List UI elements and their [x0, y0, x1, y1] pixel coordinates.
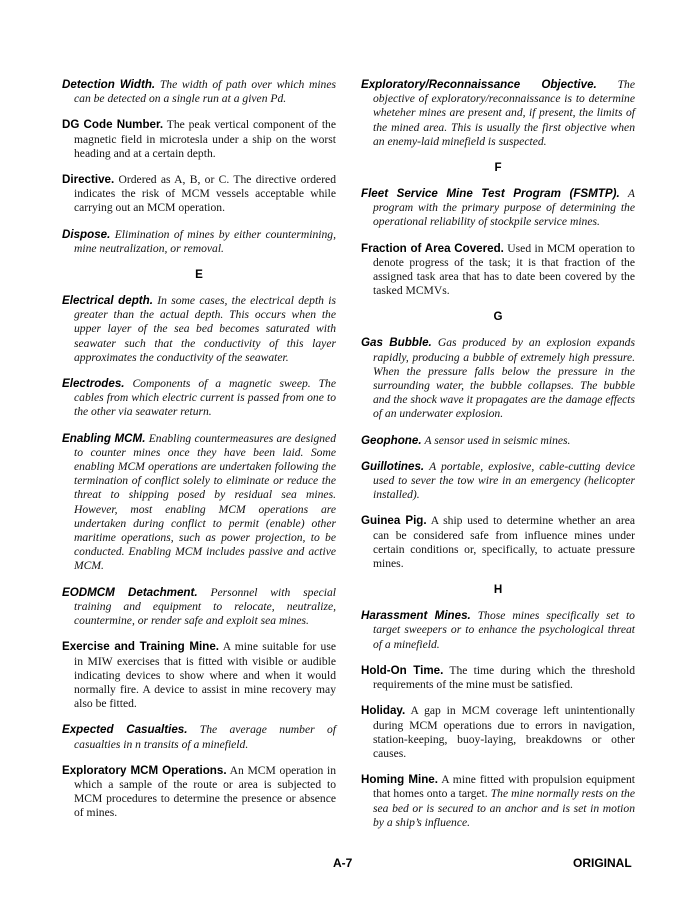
glossary-term: Electrical depth.: [62, 294, 153, 308]
glossary-definition: A sensor used in seismic mines.: [424, 433, 571, 447]
entry-paragraph: [62, 118, 336, 161]
glossary-term: Directive.: [62, 173, 115, 187]
entry-paragraph: [62, 78, 336, 106]
glossary-entry: [361, 514, 635, 571]
glossary-entry: [62, 228, 336, 256]
entry-paragraph: [361, 78, 635, 149]
glossary-entry: [361, 242, 635, 299]
glossary-entry: [361, 609, 635, 652]
entry-paragraph: [62, 640, 336, 711]
entry-paragraph: [62, 586, 336, 629]
glossary-entry: [361, 187, 635, 230]
entry-paragraph: [361, 336, 635, 421]
glossary-definition: A ship used to determine whether an area can be considered safe from influence mines under certain conditions or, specifically, to actuate pressure mines.: [373, 514, 636, 571]
glossary-term: EODMCM Detachment.: [62, 585, 198, 599]
glossary-definition: Elimination of mines by either countermining, mine neutralization, or removal.: [74, 227, 336, 255]
glossary-term: Geophone.: [361, 433, 422, 447]
glossary-term: Exploratory/Reconnaissance Objective.: [361, 78, 597, 91]
glossary-definition: Personnel with special training and equipment to relocate, neutralize, countermine, or render safe and exploit sea mines.: [74, 585, 336, 628]
entry-paragraph: [361, 460, 635, 503]
entry-paragraph: [62, 764, 336, 821]
page-number: A-7: [333, 856, 353, 870]
glossary-term: Guillotines.: [361, 459, 425, 473]
glossary-term: Gas Bubble.: [361, 336, 432, 350]
glossary-entry: [62, 764, 336, 821]
entry-paragraph: [361, 434, 635, 448]
glossary-definition: A portable, explosive, cable-cutting device used to sever the tow wire in an emergency (helicopter installed).: [373, 459, 635, 502]
entry-paragraph: [62, 173, 336, 216]
glossary-definition: The objective of exploratory/reconnaissance is to determine wheteher mines are present and, if present, the limits of the mined area. This is usually the first objective when an enemy-laid minefield is suspected.: [373, 78, 635, 148]
glossary-entry: [361, 460, 635, 503]
glossary-term: Hold-On Time.: [361, 663, 444, 677]
glossary-entry: [62, 723, 336, 751]
glossary-definition: A gap in MCM coverage left unintentionally during MCM operations due to errors in navigation, station-keeping, buoy-laying, breakdowns or other causes.: [373, 704, 635, 760]
glossary-term: Exercise and Training Mine.: [62, 640, 220, 654]
entry-paragraph: [62, 377, 336, 420]
entry-paragraph: [361, 609, 635, 652]
section-letter: H: [493, 583, 503, 597]
entry-paragraph: [361, 704, 635, 761]
glossary-definition: Enabling countermeasures are designed to counter mines once they have been laid. Some enabling MCM operations are undertaken following the termination of conflict solely to eliminate or reduce the threat to shipping posed by residual sea mines. However, most enabling MCM operations are undertaken during conflict to permit (enable) other maritime operations, such as power projection, to be conducted. Enabling MCM includes passive and active MCM.: [74, 431, 336, 573]
glossary-entry: [62, 78, 336, 106]
glossary-term: Holiday.: [361, 704, 406, 718]
entry-paragraph: [361, 664, 635, 692]
glossary-term: Expected Casualties.: [62, 723, 188, 737]
glossary-definition: Gas produced by an explosion expands rapidly, producing a bubble of extremely high pressure. When the pressure falls below the pressure in the surrounding water, the bubble collapses. The bubble and the shock wave it propagates are the damage effects of an underwater explosion.: [373, 336, 635, 421]
glossary-entry: [361, 336, 635, 421]
glossary-entry: [361, 434, 635, 448]
glossary-term: Dispose.: [62, 227, 111, 241]
entry-paragraph: [62, 723, 336, 751]
entry-paragraph: [62, 294, 336, 365]
document-status: ORIGINAL: [573, 856, 632, 870]
glossary-definition: The time during which the threshold requirements of the mine must be satisfied.: [373, 663, 635, 692]
glossary-entry: [62, 294, 336, 365]
glossary-term: DG Code Number.: [62, 118, 164, 132]
glossary-definition: The width of path over which mines can be detected on a single run at a given Pd.: [74, 78, 337, 106]
glossary-definition: In some cases, the electrical depth is greater than the actual depth. This occurs when the upper layer of the sea bed becomes saturated with seawater such that the conductivity of this layer approximates the conductivity of the seawater.: [74, 294, 337, 364]
glossary-term: Detection Width.: [62, 78, 156, 91]
glossary-definition: A program with the primary purpose of determining the operational reliability of stockpile service mines.: [373, 187, 635, 229]
glossary-entry: [62, 173, 336, 216]
glossary-definition: Components of a magnetic sweep. The cables from which electric current is passed from one to the other via seawater return.: [74, 377, 336, 419]
glossary-term: Guinea Pig.: [361, 514, 427, 528]
glossary-entry: [62, 640, 336, 711]
entry-paragraph: [361, 242, 635, 299]
glossary-term: Homing Mine.: [361, 773, 438, 787]
glossary-definition: A mine fitted with propulsion equipment that homes onto a target.: [373, 773, 635, 801]
glossary-entry: [62, 377, 336, 420]
glossary-definition-tail: The mine normally rests on the sea bed or is secured to an anchor and is set in motion by a ship’s influence.: [373, 787, 635, 829]
glossary-entry: [361, 773, 635, 830]
glossary-entry: [361, 78, 635, 149]
glossary-entry: [361, 704, 635, 761]
glossary-definition: A mine suitable for use in MIW exercises that is fitted with visible or audible indicating devices to show where and when it would normally fire. A device to assist in mine recovery may also be fitted.: [74, 640, 337, 711]
glossary-definition: Those mines specifically set to target sweepers or to enhance the psychological threat of a minefield.: [373, 609, 635, 651]
glossary-term: Electrodes.: [62, 377, 125, 391]
entry-paragraph: [62, 228, 336, 256]
glossary-definition: Used in MCM operation to denote progress of the task; it is that fraction of the assigned task area that has to date been covered by the tasked MCMVs.: [373, 241, 635, 298]
glossary-term: Exploratory MCM Operations.: [62, 763, 227, 777]
section-letter: E: [195, 268, 203, 282]
glossary-term: Harassment Mines.: [361, 609, 471, 623]
glossary-term: Enabling MCM.: [62, 431, 146, 445]
glossary-entry: [361, 664, 635, 692]
glossary-definition: Ordered as A, B, or C. The directive ordered indicates the risk of MCM vessels acceptable while carrying out an MCM operation.: [74, 173, 337, 215]
entry-paragraph: [361, 187, 635, 230]
right-column: [361, 78, 635, 842]
left-column: [62, 78, 336, 833]
section-letter: G: [493, 310, 503, 324]
glossary-entry: [62, 118, 336, 161]
section-letter: F: [494, 161, 502, 175]
glossary-term: Fraction of Area Covered.: [361, 241, 504, 255]
entry-paragraph: [62, 432, 336, 574]
entry-paragraph: [361, 773, 635, 830]
glossary-definition: The peak vertical component of the magnetic field in microtesla under a ship on the worst heading and at a certain depth.: [74, 118, 336, 160]
glossary-entry: [62, 432, 336, 574]
glossary-term: Fleet Service Mine Test Program (FSMTP).: [361, 187, 620, 201]
glossary-entry: [62, 586, 336, 629]
glossary-definition: The average number of casualties in n transits of a minefield.: [74, 723, 336, 751]
entry-paragraph: [361, 514, 635, 571]
glossary-definition: An MCM operation in which a sample of the route or area is subjected to MCM procedures to determine the presence or absence of mines.: [74, 763, 337, 820]
